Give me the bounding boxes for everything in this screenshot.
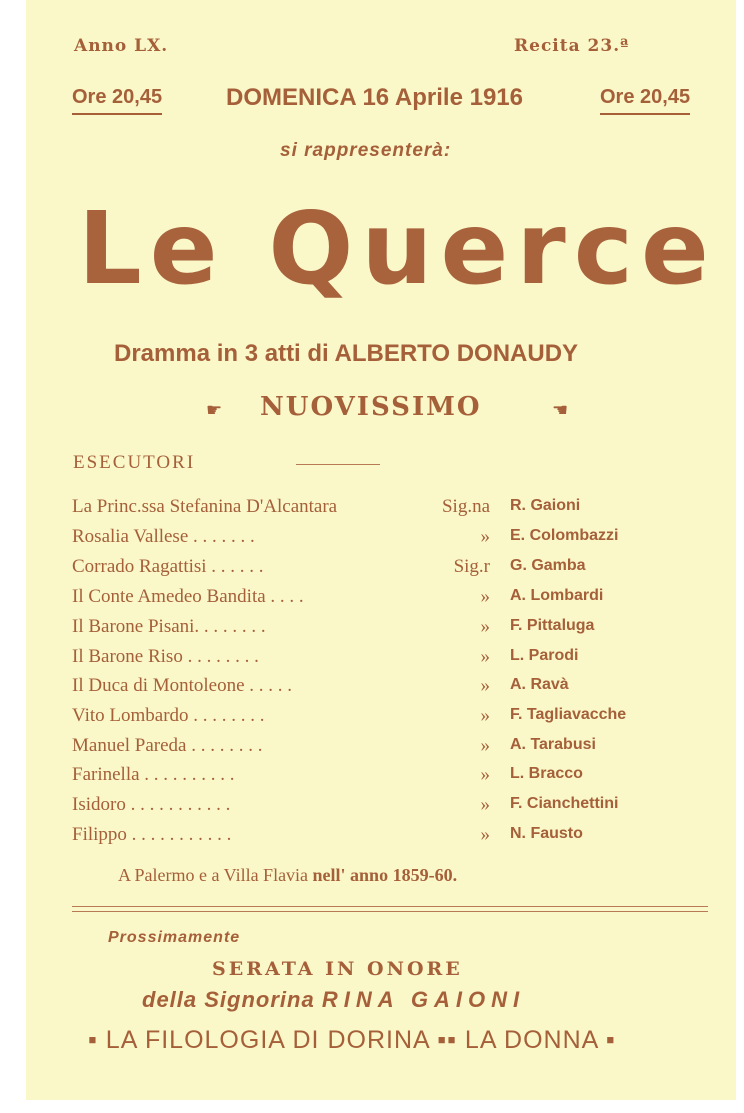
actor-name: L. Bracco [510, 765, 583, 782]
cast-row [72, 586, 672, 614]
role-name: Manuel Pareda . . . . . . . . [72, 735, 263, 756]
cast-row [72, 705, 672, 733]
actor-name: G. Gamba [510, 557, 586, 574]
cast-row [72, 556, 672, 584]
role-name: Rosalia Vallese . . . . . . . [72, 526, 255, 547]
cast-row [72, 794, 672, 822]
time-right: Ore 20,45 [600, 86, 690, 115]
upcoming-event: SERATA IN ONORE [212, 958, 463, 980]
cast-row [72, 526, 672, 554]
cast-row [72, 735, 672, 763]
pointing-hand-left-icon: ☛ [206, 400, 223, 420]
title-mark: » [480, 675, 490, 696]
title-mark: Sig.na [441, 496, 490, 517]
title-mark: » [480, 794, 490, 815]
actor-name: A. Tarabusi [510, 736, 596, 753]
pointing-hand-right-icon: ☚ [552, 400, 569, 420]
role-name: Corrado Ragattisi . . . . . . [72, 556, 264, 577]
upcoming-label: Prossimamente [108, 929, 241, 946]
title-mark: » [480, 526, 490, 547]
divider-bottom [72, 911, 708, 912]
cast-row [72, 646, 672, 674]
intro-text: si rappresenterà: [280, 140, 452, 161]
cast-row [72, 675, 672, 703]
title-mark: » [480, 764, 490, 785]
actor-name: R. Gaioni [510, 497, 581, 514]
title-mark: » [480, 586, 490, 607]
role-name: Il Barone Riso . . . . . . . . [72, 646, 259, 667]
cast-row [72, 616, 672, 644]
time-left: Ore 20,45 [72, 86, 162, 115]
actor-name: F. Cianchettini [510, 795, 619, 812]
play-title: Le Querce [78, 190, 717, 307]
title-mark: Sig.r [453, 556, 490, 577]
title-mark: » [480, 824, 490, 845]
actor-name: L. Parodi [510, 647, 579, 664]
cast-row [72, 496, 672, 524]
play-subtitle: Dramma in 3 atti di ALBERTO DONAUDY [114, 340, 579, 367]
actor-name: N. Fausto [510, 825, 583, 842]
setting-year: nell' anno 1859-60. [312, 865, 458, 885]
honoree-line [142, 987, 525, 1013]
title-mark: » [480, 705, 490, 726]
year-label: Anno LX. [74, 36, 169, 56]
actor-name: A. Ravà [510, 676, 569, 693]
honoree-prefix: della Signorina [142, 987, 315, 1012]
actor-name: E. Colombazzi [510, 527, 619, 544]
novelty-badge: NUOVISSIMO [260, 392, 482, 422]
performance-date: DOMENICA 16 Aprile 1916 [226, 84, 523, 111]
title-mark: » [480, 616, 490, 637]
role-name: Il Duca di Montoleone . . . . . [72, 675, 293, 696]
title-mark: » [480, 735, 490, 756]
role-name: Il Conte Amedeo Bandita . . . . [72, 586, 304, 607]
upcoming-plays: ▪ LA FILOLOGIA DI DORINA ▪▪ LA DONNA ▪ [88, 1026, 616, 1054]
actor-name: A. Lombardi [510, 587, 604, 604]
role-name: Farinella . . . . . . . . . . [72, 764, 235, 785]
setting-place: A Palermo e a Villa Flavia [118, 865, 309, 885]
performance-number: Recita 23.ª [514, 36, 630, 56]
cast-row [72, 824, 672, 852]
role-name: Il Barone Pisani. . . . . . . . [72, 616, 266, 637]
cast-row [72, 764, 672, 792]
actor-name: F. Tagliavacche [510, 706, 627, 723]
actor-name: F. Pittaluga [510, 617, 595, 634]
honoree-name: RINA GAIONI [321, 987, 526, 1012]
role-name: La Princ.ssa Stefanina D'Alcantara [72, 496, 338, 517]
divider-top [72, 906, 708, 907]
role-name: Filippo . . . . . . . . . . . [72, 824, 232, 845]
setting-text [118, 865, 457, 886]
heading-rule [296, 464, 380, 465]
title-mark: » [480, 646, 490, 667]
cast-heading: ESECUTORI [73, 452, 196, 473]
role-name: Isidoro . . . . . . . . . . . [72, 794, 231, 815]
role-name: Vito Lombardo . . . . . . . . [72, 705, 265, 726]
